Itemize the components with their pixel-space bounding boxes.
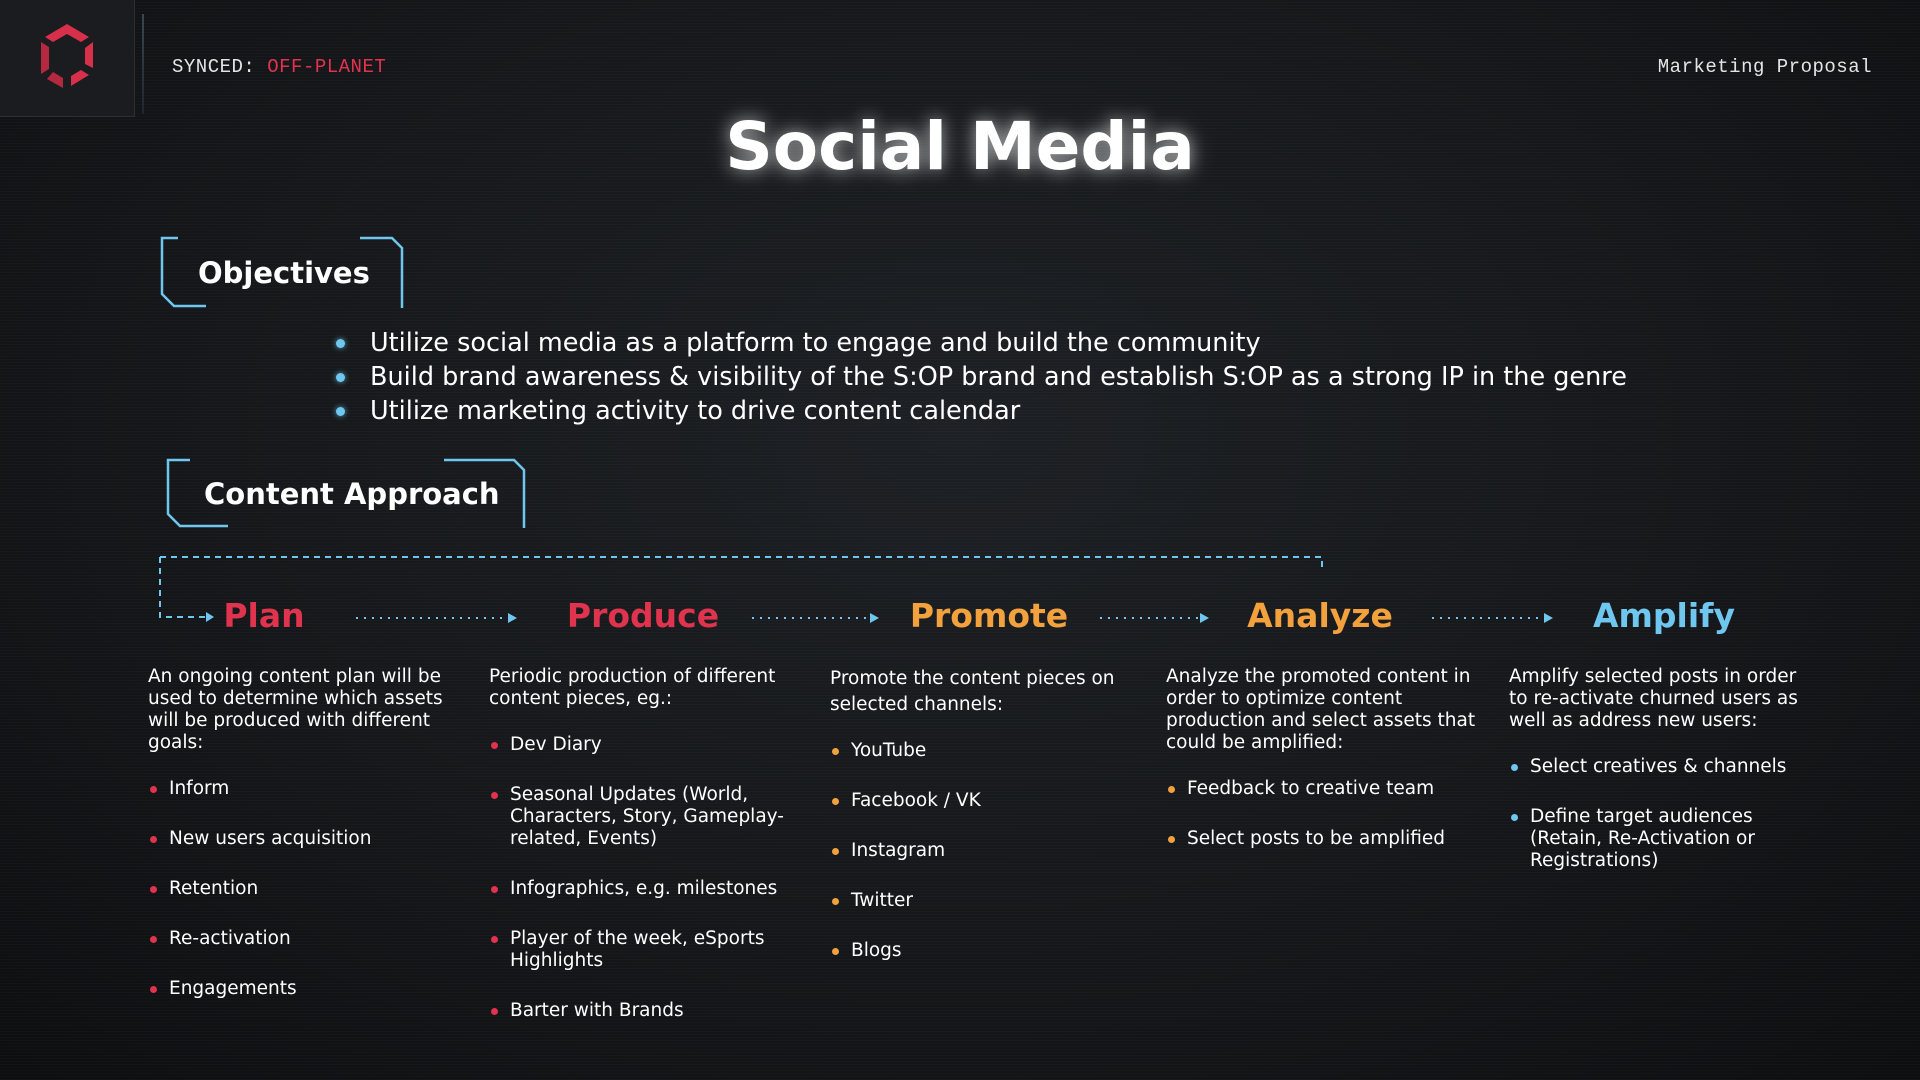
list-item: Select creatives & channels — [1509, 756, 1819, 778]
flow-arrow-icon — [1432, 613, 1553, 623]
stage-title-plan: Plan — [223, 596, 305, 635]
produce-column — [489, 666, 799, 1050]
promote-column — [830, 666, 1140, 990]
analyze-actions-list — [1166, 778, 1482, 850]
plan-column — [148, 666, 458, 1028]
objectives-heading: Objectives — [198, 256, 370, 290]
stage-title-promote: Promote — [909, 596, 1069, 635]
objective-item: Build brand awareness & visibility of the S:OP brand and establish S:OP as a strong IP in the genre — [336, 360, 1627, 394]
page-title: Social Media — [725, 108, 1195, 185]
stage-title-produce: Produce — [566, 596, 720, 635]
amplify-column — [1509, 666, 1819, 900]
list-item: Define target audiences (Retain, Re-Activation or Registrations) — [1509, 806, 1819, 872]
amplify-description: Amplify selected posts in order to re-activate churned users as well as address new users: — [1509, 666, 1798, 731]
list-item: Engagements — [148, 978, 458, 1000]
amplify-actions-list — [1509, 756, 1819, 872]
produce-description: Periodic production of different content pieces, eg.: — [489, 666, 776, 709]
list-item: Select posts to be amplified — [1166, 828, 1482, 850]
objective-item: Utilize marketing activity to drive content calendar — [336, 394, 1627, 428]
list-item: Player of the week, eSports Highlights — [489, 928, 799, 972]
content-approach-heading: Content Approach — [204, 477, 500, 511]
plan-description: An ongoing content plan will be used to determine which assets will be produced with different goals: — [148, 666, 443, 753]
list-item: Blogs — [830, 940, 1140, 962]
list-item: Feedback to creative team — [1166, 778, 1482, 800]
objective-item: Utilize social media as a platform to engage and build the community — [336, 326, 1627, 360]
list-item: Dev Diary — [489, 734, 799, 756]
sync-status-value: OFF-PLANET — [267, 56, 387, 78]
document-type: Marketing Proposal — [1657, 56, 1872, 78]
list-item: Retention — [148, 878, 458, 900]
list-item: Instagram — [830, 840, 1140, 862]
analyze-description: Analyze the promoted content in order to optimize content production and select assets that could be amplified: — [1166, 666, 1476, 753]
list-item: Barter with Brands — [489, 1000, 799, 1022]
list-item: Infographics, e.g. milestones — [489, 878, 799, 900]
flow-arrow-icon — [356, 613, 517, 623]
list-item: Seasonal Updates (World, Characters, Story, Gameplay-related, Events) — [489, 784, 799, 850]
list-item: Facebook / VK — [830, 790, 1140, 812]
list-item: Inform — [148, 778, 458, 800]
stage-title-amplify: Amplify — [1592, 596, 1736, 635]
stage-title-analyze: Analyze — [1247, 596, 1393, 635]
list-item: Re-activation — [148, 928, 458, 950]
list-item: Twitter — [830, 890, 1140, 912]
sync-status-label: SYNCED: — [172, 56, 256, 78]
list-item: New users acquisition — [148, 828, 458, 850]
promote-channels-list — [830, 740, 1140, 962]
analyze-column — [1166, 666, 1482, 878]
flow-arrow-icon — [752, 613, 879, 623]
plan-goals-list — [148, 778, 458, 1000]
flow-arrow-icon — [1100, 613, 1209, 623]
promote-description: Promote the content pieces on selected channels: — [830, 668, 1115, 715]
list-item: YouTube — [830, 740, 1140, 762]
produce-content-list — [489, 734, 799, 1022]
